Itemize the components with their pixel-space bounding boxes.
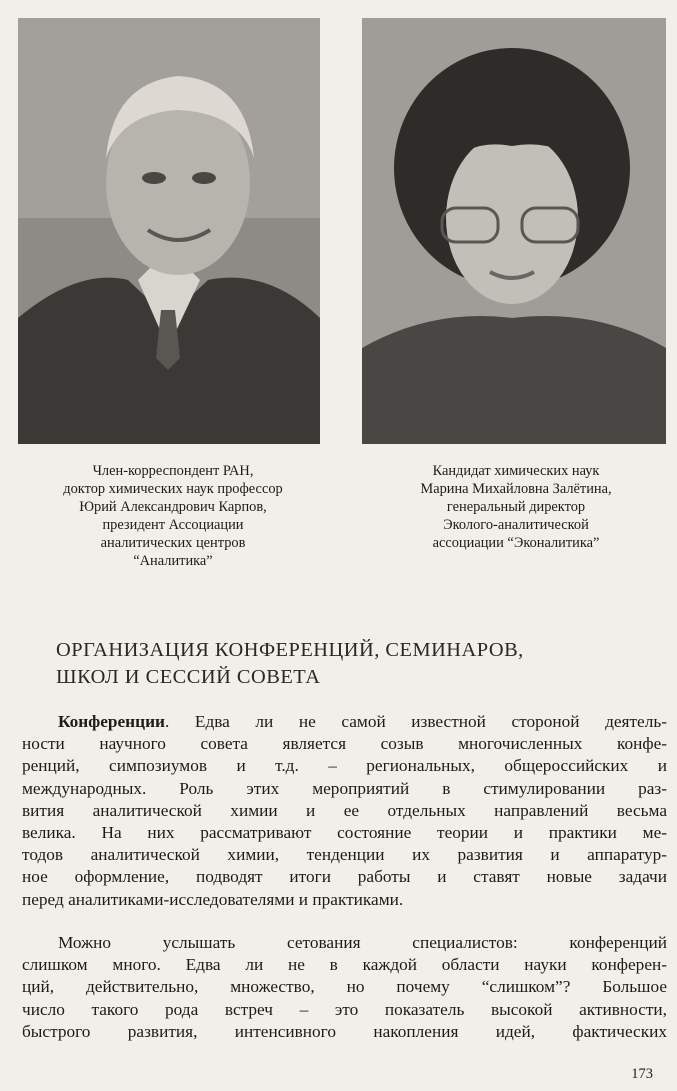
paragraph-complaints: [22, 932, 667, 1043]
caption-line: Кандидат химических наук: [432, 463, 600, 479]
section-heading: [56, 637, 656, 691]
caption-line: Юрий Александрович Карпов,: [79, 499, 267, 515]
paragraph-line: перед аналитиками-исследователями и практиками.: [22, 889, 404, 909]
paragraph-line: ций, действительно, множество, но почему “слишком”? Большое: [22, 977, 667, 997]
heading-line: ОРГАНИЗАЦИЯ КОНФЕРЕНЦИЙ, СЕМИНАРОВ,: [56, 639, 524, 661]
caption-line: доктор химических наук профессор: [63, 481, 283, 497]
paragraph-line: быстрого развития, интенсивного накопления идей, фактических: [22, 1021, 667, 1041]
portrait-illustration-left: [18, 18, 320, 444]
caption-left: [28, 462, 318, 570]
caption-line: Эколого-аналитической: [443, 517, 589, 533]
page-number: 173: [631, 1066, 653, 1082]
caption-line: “Аналитика”: [133, 553, 213, 569]
paragraph-line: Можно услышать сетования специалистов: конференций: [58, 933, 667, 952]
caption-line: Марина Михайловна Залётина,: [420, 481, 612, 497]
caption-right: [366, 462, 666, 552]
paragraph-line: ности научного совета является созыв многочисленных конфе-: [22, 734, 667, 754]
paragraph-line: ное оформление, подводят итоги работы и ставят новые задачи: [22, 867, 667, 887]
caption-line: ассоциации “Эконалитика”: [432, 535, 600, 551]
lead-term: Конференции: [58, 712, 166, 731]
paragraph-line: слишком много. Едва ли не в каждой области науки конферен-: [22, 955, 667, 975]
caption-line: Член-корреспондент РАН,: [92, 463, 254, 479]
heading-line: ШКОЛ И СЕССИЙ СОВЕТА: [56, 666, 321, 688]
caption-line: аналитических центров: [100, 535, 246, 551]
paragraph-line: ренций, симпозиумов и т.д. – региональных, общероссийских и: [22, 756, 667, 776]
paragraph-line: вития аналитической химии и ее отдельных направлений весьма: [22, 800, 667, 820]
paragraph-line: велика. На них рассматривают состояние теории и практики ме-: [22, 822, 667, 842]
paragraph-line: число такого рода встреч – это показатель высокой активности,: [22, 999, 667, 1019]
portrait-photo-right: [362, 18, 666, 444]
portrait-photo-left: [18, 18, 320, 444]
lead-rest: . Едва ли не самой известной стороной деятель-: [165, 712, 667, 731]
caption-line: президент Ассоциации: [102, 517, 244, 533]
paragraph-conferences: [22, 711, 667, 911]
paragraph-line: международных. Роль этих мероприятий в стимулировании раз-: [22, 778, 667, 798]
paragraph-line: [22, 711, 667, 733]
caption-line: генеральный директор: [446, 499, 586, 515]
paragraph-line: тодов аналитической химии, тенденции их развития и аппаратур-: [22, 845, 667, 865]
portrait-illustration-right: [362, 18, 666, 444]
